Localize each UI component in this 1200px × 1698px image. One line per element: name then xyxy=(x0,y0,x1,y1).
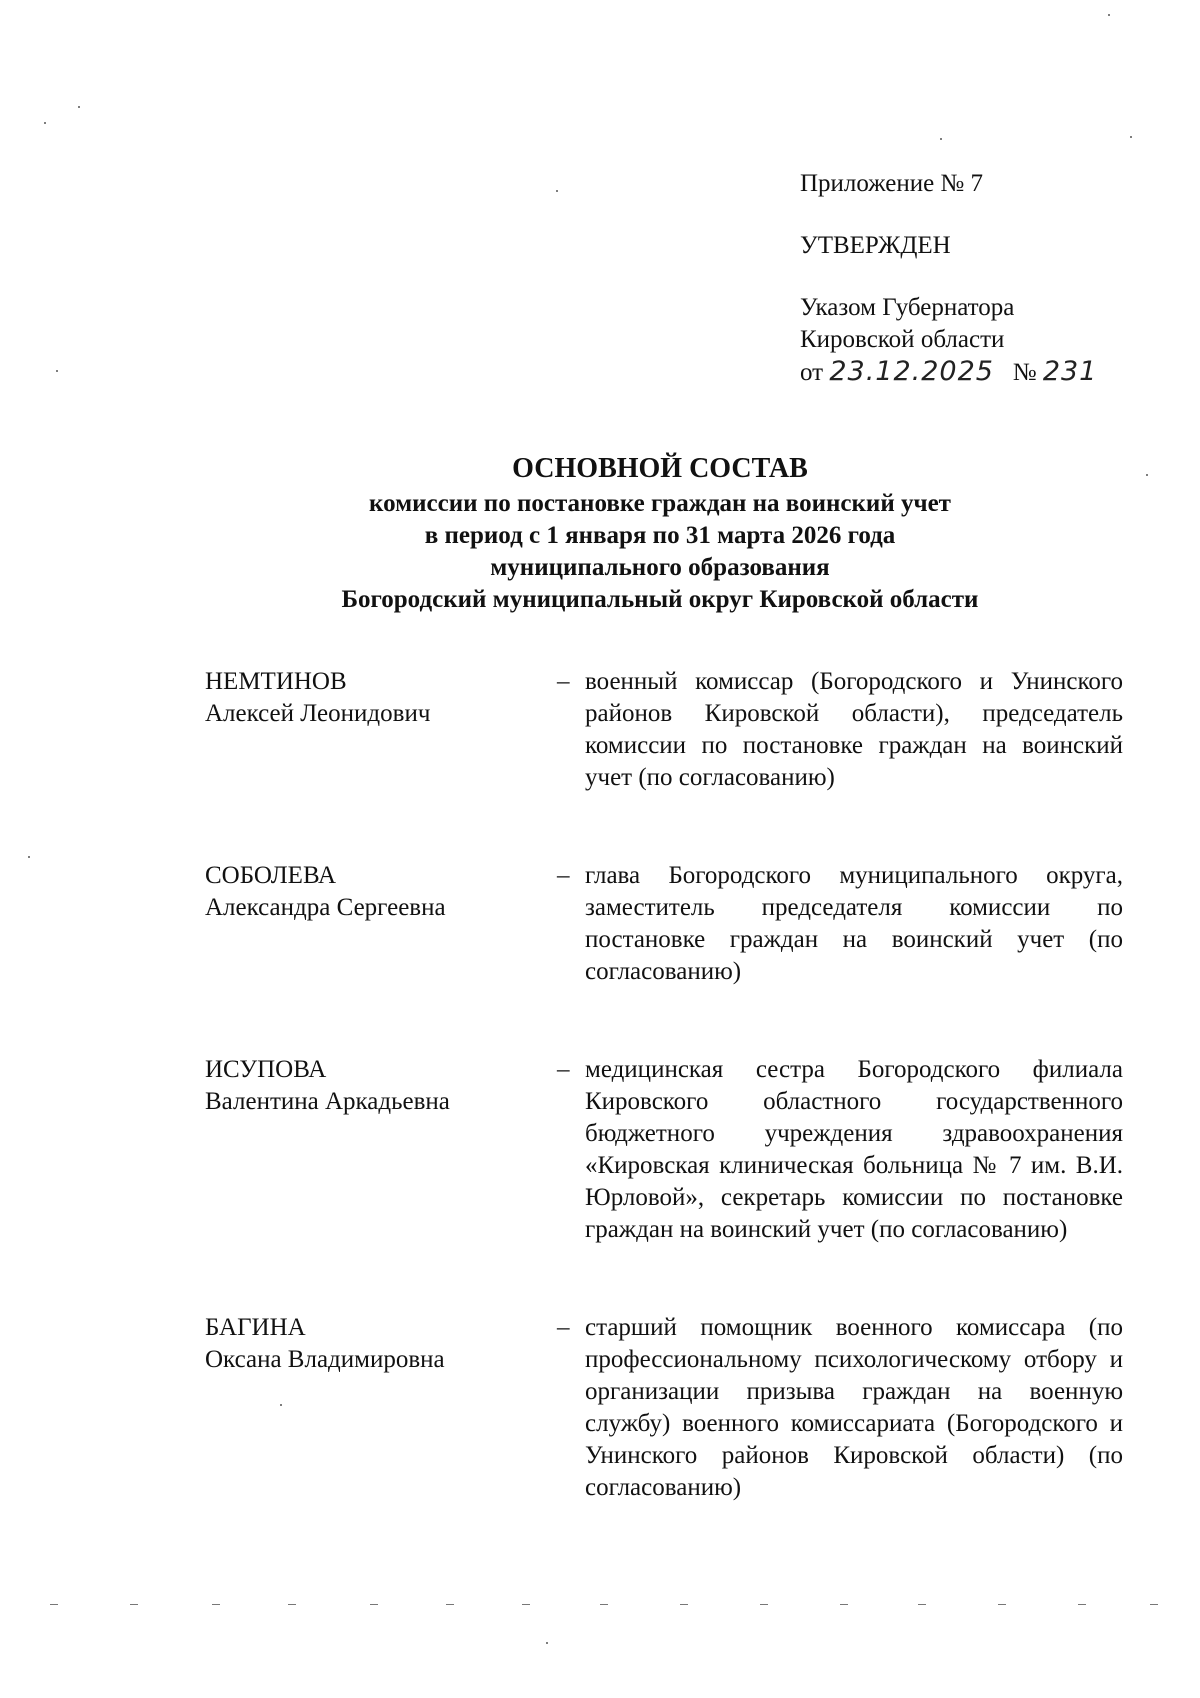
members-list xyxy=(205,666,1125,1570)
member-given-names: Алексей Леонидович xyxy=(205,700,431,727)
member-role: военный комиссар (Богородского и Унинского районов Кировской области), председатель комиссии по постановке граждан на воинский учет (по согласованию) xyxy=(585,668,1123,791)
from-prefix: от xyxy=(800,359,824,386)
scan-speck xyxy=(56,370,58,372)
scan-speck xyxy=(940,138,942,140)
member-given-names: Александра Сергеевна xyxy=(205,894,446,921)
member-name xyxy=(205,860,557,988)
footer-dash xyxy=(50,1604,58,1605)
footer-dash xyxy=(522,1604,530,1605)
footer-dash xyxy=(288,1604,296,1605)
decree-line-2: Кировской области xyxy=(800,326,1005,353)
approval-block xyxy=(800,168,1180,389)
footer-dash xyxy=(918,1604,926,1605)
member-entry xyxy=(205,860,1125,988)
member-entry xyxy=(205,1312,1125,1504)
member-surname: ИСУПОВА xyxy=(205,1056,327,1083)
appendix-label: Приложение № 7 xyxy=(800,170,984,197)
member-surname: БАГИНА xyxy=(205,1314,306,1341)
member-given-names: Оксана Владимировна xyxy=(205,1346,445,1373)
number-prefix: № xyxy=(1012,359,1037,386)
member-surname: НЕМТИНОВ xyxy=(205,668,347,695)
footer-dash xyxy=(130,1604,138,1605)
member-dash: – xyxy=(557,668,570,695)
scan-speck xyxy=(280,1404,282,1406)
footer-dash xyxy=(840,1604,848,1605)
scan-speck xyxy=(1108,14,1110,16)
footer-dash xyxy=(680,1604,688,1605)
scan-speck xyxy=(1130,136,1132,138)
member-role: медицинская сестра Богородского филиала Кировского областного государственного бюджетного учреждения здравоохранения «Кировская клиническая больница № 7 им. В.И. Юрловой», секретарь комиссии по постановке граждан на воинский учет (по согласованию) xyxy=(585,1056,1123,1243)
decree-date-line xyxy=(800,356,1180,389)
member-name xyxy=(205,666,557,794)
scan-speck xyxy=(44,122,46,124)
title-line-4: Богородский муниципальный округ Кировской области xyxy=(341,586,979,613)
footer-dash xyxy=(1078,1604,1086,1605)
member-dash: – xyxy=(557,1314,570,1341)
decree-line-1: Указом Губернатора xyxy=(800,294,1015,321)
approved-label: УТВЕРЖДЕН xyxy=(800,232,951,259)
scan-speck xyxy=(546,1642,548,1644)
footer-dash xyxy=(760,1604,768,1605)
footer-dash xyxy=(212,1604,220,1605)
member-surname: СОБОЛЕВА xyxy=(205,862,337,889)
title-line-1: комиссии по постановке граждан на воинский учет xyxy=(369,490,951,517)
footer-dash xyxy=(446,1604,454,1605)
footer-dash xyxy=(370,1604,378,1605)
member-name xyxy=(205,1312,557,1504)
footer-dash xyxy=(600,1604,608,1605)
title-line-2: в период с 1 января по 31 марта 2026 года xyxy=(424,522,896,549)
scan-speck xyxy=(556,190,558,192)
scan-speck xyxy=(78,106,80,108)
scan-speck xyxy=(28,856,30,858)
member-name xyxy=(205,1054,557,1246)
member-role: старший помощник военного комиссара (по профессиональному психологическому отбору и организации призыва граждан на военную службу) военного комиссариата (Богородского и Унинского районов Кировской области) (по согласованию) xyxy=(585,1314,1123,1501)
member-role: глава Богородского муниципального округа, заместитель председателя комиссии по постановке граждан на воинский учет (по согласованию) xyxy=(585,862,1123,985)
title-line-3: муниципального образования xyxy=(490,554,830,581)
document-title xyxy=(160,452,1160,616)
handwritten-number: 231 xyxy=(1042,356,1098,387)
member-dash: – xyxy=(557,862,570,889)
scan-speck xyxy=(1146,474,1148,476)
member-given-names: Валентина Аркадьевна xyxy=(205,1088,450,1115)
member-entry xyxy=(205,1054,1125,1246)
footer-dash xyxy=(998,1604,1006,1605)
member-entry xyxy=(205,666,1125,794)
footer-dash xyxy=(1150,1604,1158,1605)
title-main: ОСНОВНОЙ СОСТАВ xyxy=(512,453,808,484)
handwritten-date: 23.12.2025 xyxy=(829,356,994,387)
member-dash: – xyxy=(557,1056,570,1083)
